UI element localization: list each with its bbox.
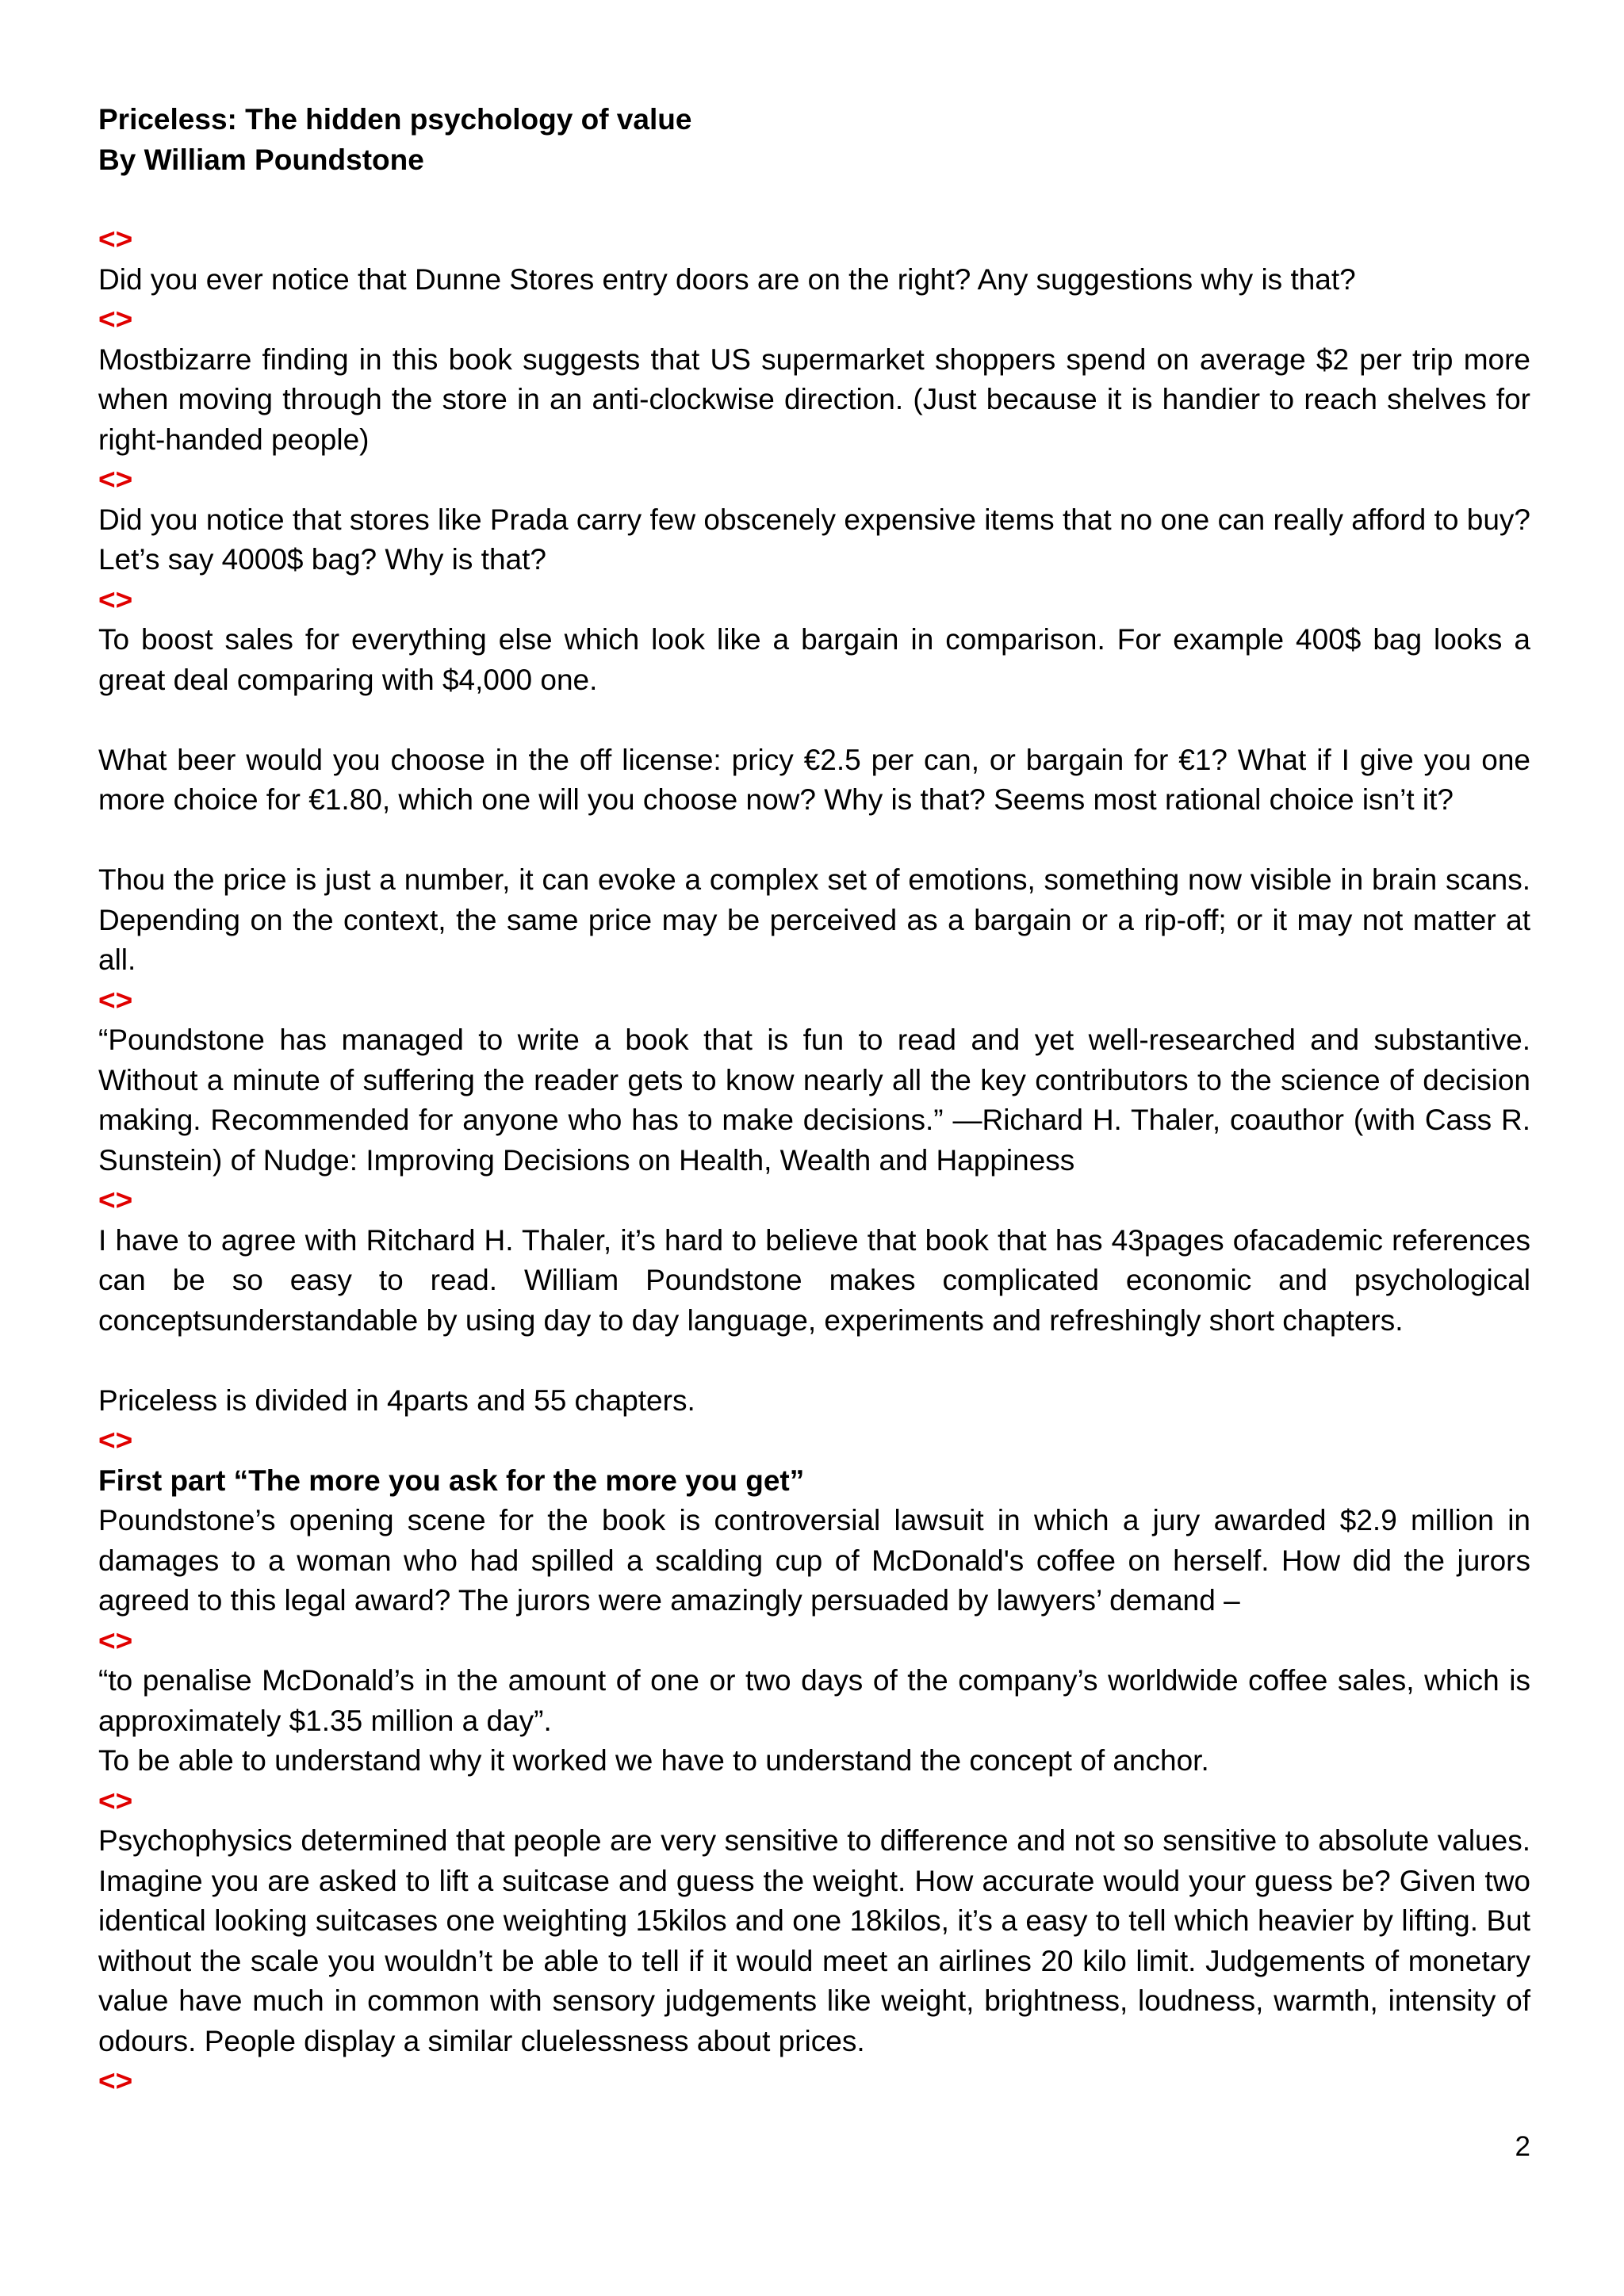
paragraph-supermarket-finding: Mostbizarre finding in this book suggests that US supermarket shoppers spend on average $2 per trip more when moving through the store in an anti-clockwise direction. (Just because it is handier to reach shelves for right-handed people) [98,342,1530,456]
paragraph-psychophysics: Psychophysics determined that people are very sensitive to difference and not so sensitive to absolute values. Imagine you are asked to lift a suitcase and guess the weight. How accurate would your guess be? Given two identical looking suitcases one weighting 15kilos and one 18kilos, it’s a easy to tell which heavier by lifting. But without the scale you wouldn’t be able to tell if it would meet an airlines 20 kilo limit. Judgements of monetary value have much in common with sensory judgements like weight, brightness, loudness, warmth, intensity of odours. People display a similar cluelessness about prices. [98,1824,1530,2057]
paragraph-anchor-concept: To be able to understand why it worked we have to understand the concept of anchor. [98,1744,1209,1777]
section-marker: <> [98,1624,133,1657]
blank-line [98,821,1530,861]
paragraph-boost-sales: To boost sales for everything else which look like a bargain in comparison. For example 400$ bag looks a great deal comparing with $4,000 one. [98,623,1530,696]
paragraph-book-structure: Priceless is divided in 4parts and 55 chapters. [98,1383,695,1417]
paragraph-mcdonalds-lawsuit: Poundstone’s opening scene for the book is controversial lawsuit in which a jury awarded $2.9 million in damages to a woman who had spilled a scalding cup of McDonald's coffee on herself. How did the jurors agreed to this legal award? The jurors were amazingly persuaded by lawyers’ demand – [98,1504,1530,1617]
book-title: Priceless: The hidden psychology of value [98,103,692,136]
book-author: By William Poundstone [98,143,424,176]
paragraph-prada: Did you notice that stores like Prada carry few obscenely expensive items that no one can really afford to buy? Let’s say 4000$ bag? Why is that? [98,503,1530,576]
section-marker: <> [98,583,133,616]
paragraph-beer-choice: What beer would you choose in the off license: pricy €2.5 per can, or bargain for €1? What if I give you one more choice for €1.80, which one will you choose now? Why is that? Seems most rational choice isn’t it? [98,743,1530,816]
spacer [98,180,1530,220]
paragraph-price-emotions: Thou the price is just a number, it can evoke a complex set of emotions, something now visible in brain scans. Depending on the context, the same price may be perceived as a bargain or a rip-off; or it may not matter at all. [98,863,1530,976]
section-marker: <> [98,1424,133,1456]
blank-line [98,1341,1530,1381]
document-page [98,100,1530,2102]
section-marker: <> [98,223,133,255]
section-marker: <> [98,2064,133,2097]
blank-line [98,700,1530,740]
paragraph-penalise-quote: “to penalise McDonald’s in the amount of one or two days of the company’s worldwide coffee sales, which is approximately $1.35 million a day”. [98,1664,1530,1737]
paragraph-agree-thaler: I have to agree with Ritchard H. Thaler, it’s hard to believe that book that has 43pages ofacademic references can be so easy to read. William Poundstone makes complicated economic and psychological conceptsunderstandable by using day to day language, experiments and refreshingly short chapters. [98,1223,1530,1337]
section-marker: <> [98,1784,133,1817]
section-marker: <> [98,303,133,335]
section-marker: <> [98,983,133,1016]
section-marker: <> [98,463,133,496]
paragraph-dunne-stores: Did you ever notice that Dunne Stores entry doors are on the right? Any suggestions why is that? [98,262,1356,296]
page-number: 2 [1515,2131,1530,2162]
section-marker: <> [98,1184,133,1216]
section-heading-first-part: First part “The more you ask for the more you get” [98,1464,805,1497]
paragraph-thaler-quote: “Poundstone has managed to write a book that is fun to read and yet well-researched and substantive. Without a minute of suffering the reader gets to know nearly all the key contributors to the science of decision making. Recommended for anyone who has to make decisions.” —Richard H. Thaler, coauthor (with Cass R. Sunstein) of Nudge: Improving Decisions on Health, Wealth and Happiness [98,1024,1530,1177]
